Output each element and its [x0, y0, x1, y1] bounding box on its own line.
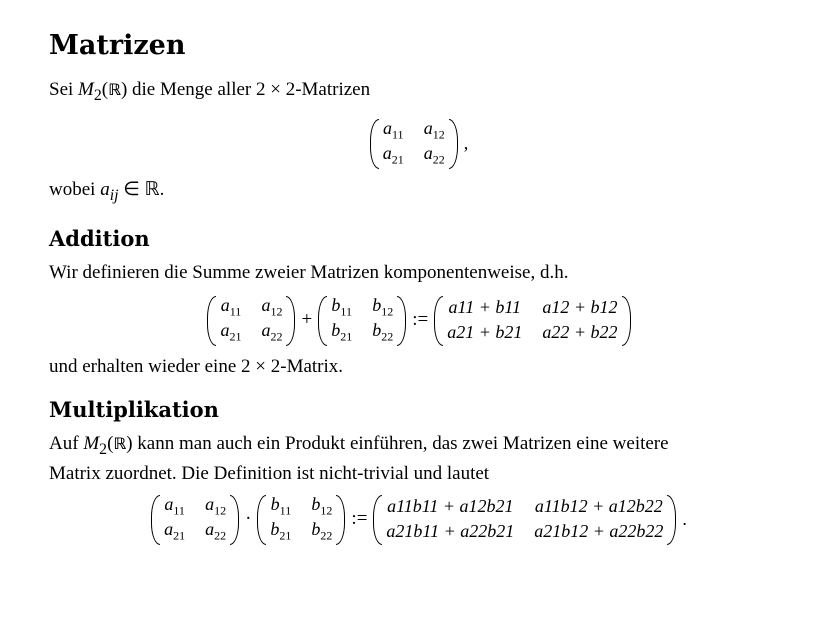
product-entry: a21b11 + a22b21 — [386, 521, 515, 542]
left-paren — [207, 296, 216, 346]
intro-text-before: Sei — [49, 79, 79, 101]
matrix-entry: $b_{21}$ — [270, 519, 292, 543]
addition-heading: Addition — [49, 225, 150, 251]
sum-entry: a21 + b21 — [447, 322, 523, 343]
final-period: . — [682, 508, 687, 529]
intro-text-after: die Menge aller 2 × 2-Matrizen — [127, 79, 371, 101]
matrix-entry: $a_{12}$ — [205, 494, 227, 518]
right-paren — [449, 119, 458, 169]
sum-entry: a22 + b22 — [542, 322, 618, 343]
left-paren — [151, 495, 160, 545]
matrix-entry: $b_{12}$ — [311, 494, 333, 518]
product-matrix — [373, 494, 676, 544]
sum-entry: a12 + b12 — [542, 297, 618, 318]
matrix-entry: $b_{21}$ — [331, 320, 353, 344]
right-paren — [397, 296, 406, 346]
addition-formula — [49, 295, 789, 345]
matrix-entry: $a_{22}$ — [261, 320, 283, 344]
matrix-a — [370, 118, 458, 168]
product-entry: a21b12 + a22b22 — [534, 521, 664, 542]
matrix-entry: $b_{22}$ — [311, 519, 333, 543]
intro-sentence — [49, 78, 789, 108]
left-paren — [434, 296, 443, 346]
dot-operator: · — [245, 508, 252, 530]
matrix-entry: $a_{21}$ — [220, 320, 242, 344]
matrix-entry: $a_{21}$ — [164, 519, 186, 543]
matrix-a — [207, 295, 295, 345]
matrix-entry: $b_{12}$ — [372, 295, 394, 319]
matrix-comma: , — [463, 132, 469, 153]
right-paren — [667, 495, 676, 545]
set-arg-close: ) — [120, 79, 128, 101]
right-paren — [622, 296, 631, 346]
set-arg-open: ( — [101, 79, 109, 101]
plus-operator: + — [301, 309, 313, 331]
set-symbol: M — [78, 79, 94, 101]
multiplication-formula — [49, 494, 789, 544]
matrix-b — [257, 494, 345, 544]
addition-after-text: und erhalten wieder eine 2 × 2-Matrix. — [49, 356, 344, 378]
matrix-entry: $b_{11}$ — [331, 295, 352, 319]
set-subscript: 2 — [93, 87, 102, 105]
matrix-entry: $a_{11}$ — [382, 118, 404, 142]
page-title: Matrizen — [49, 30, 186, 61]
matrix-entry: $a_{11}$ — [220, 295, 242, 319]
right-paren — [286, 296, 295, 346]
wobei-sentence: wobei $a_{ij}$ ∈ ℝ. — [49, 179, 165, 204]
matrix-entry: $a_{21}$ — [382, 143, 404, 167]
matrix-a — [151, 494, 239, 544]
matrix-b — [318, 295, 406, 345]
sum-matrix — [434, 295, 630, 345]
multiplication-heading: Multiplikation — [49, 397, 219, 423]
definition-operator: := — [351, 508, 368, 530]
matrix-entry: $a_{12}$ — [423, 118, 445, 142]
left-paren — [318, 296, 327, 346]
definition-operator: := — [412, 309, 429, 331]
intro-matrix-display — [49, 118, 789, 168]
matrix-entry: $b_{22}$ — [372, 320, 394, 344]
left-paren — [370, 119, 379, 169]
reals-symbol: ℝ — [113, 434, 127, 454]
product-entry: a11b11 + a12b21 — [387, 496, 514, 517]
matrix-entry: $b_{11}$ — [270, 494, 292, 518]
matrix-entry: $a_{22}$ — [423, 143, 445, 167]
right-paren — [336, 495, 345, 545]
reals-symbol: ℝ — [108, 80, 121, 100]
matrix-entry: $a_{22}$ — [205, 519, 227, 543]
product-entry: a11b12 + a12b22 — [534, 496, 663, 517]
matrix-entry: $a_{12}$ — [261, 295, 283, 319]
sum-entry: a11 + b11 — [448, 297, 522, 318]
right-paren — [230, 495, 239, 545]
multiplication-text: Auf $M_2(ℝ)$ kann man auch ein Produkt einführen, das zwei Matrizen eine weitere Matrix zuordnet. Die Definition ist nicht-trivial und lautet — [49, 433, 669, 485]
addition-text: Wir definieren die Summe zweier Matrizen komponentenweise, d.h. — [49, 262, 569, 284]
left-paren — [373, 495, 382, 545]
left-paren — [257, 495, 266, 545]
document — [49, 30, 789, 554]
matrix-entry: $a_{11}$ — [164, 494, 185, 518]
